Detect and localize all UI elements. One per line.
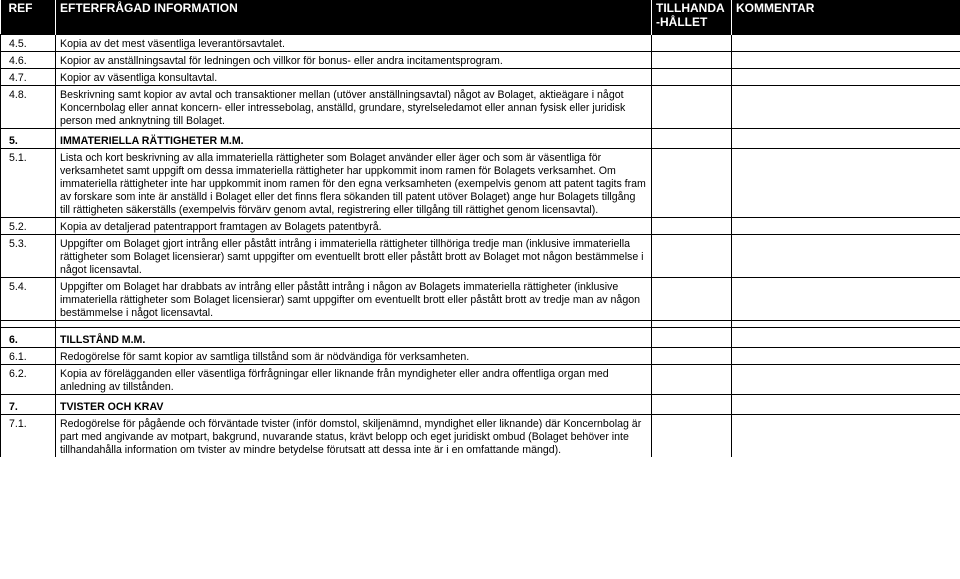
row-kommentar-cell xyxy=(732,328,960,348)
row-ref: 4.6. xyxy=(1,52,56,69)
row-text: Uppgifter om Bolaget har drabbats av intrång eller påstått intrång i någon av Bolagets immateriella rättigheter (inklusive immateriella rättigheter som Bolaget licensierar) samt uppgifter om eventuellt brott eller påstått brott av tredje man av någon bestämmelse i något licensavtal. xyxy=(56,278,652,321)
spacer-cell xyxy=(652,321,732,328)
table-row xyxy=(1,278,960,321)
row-ref: 7. xyxy=(1,395,56,415)
row-tillhanda-cell xyxy=(652,278,732,321)
row-kommentar-cell xyxy=(732,129,960,149)
row-tillhanda-cell xyxy=(652,218,732,235)
row-kommentar-cell xyxy=(732,395,960,415)
header-ref: REF xyxy=(1,0,56,35)
row-kommentar-cell xyxy=(732,235,960,278)
row-text: Kopior av anställningsavtal för ledningen och villkor för bonus- eller andra incitamentsprogram. xyxy=(56,52,652,69)
row-tillhanda-cell xyxy=(652,348,732,365)
table-row xyxy=(1,69,960,86)
table-row xyxy=(1,365,960,395)
row-text: Kopia av förelägganden eller väsentliga förfrågningar eller liknande från myndigheter eller andra offentliga organ med anledning av tillstånden. xyxy=(56,365,652,395)
row-text: Beskrivning samt kopior av avtal och transaktioner mellan (utöver anställningsavtal) något av Bolaget, aktieägare i något Koncernbolag eller annat koncern- eller intressebolag, anställd, grundare, styrelseledamot eller annan fysisk eller juridisk person med anknytning till Bolaget. xyxy=(56,86,652,129)
row-text: Lista och kort beskrivning av alla immateriella rättigheter som Bolaget använder eller äger och som är väsentliga för verksamhetet samt uppgift om dessa immateriella rättigheter har uppkommit inom ramen för Bolagets verksamhet. Om immateriella rättigheter inte har uppkommit inom ramen för den egna verksamheten (exempelvis genom att patent tagits fram av forskare som inte är anställd i Bolaget eller det finns flera sökanden till patent utöver Bolaget) ange hur Bolagets tillgång till rättigheten säkerställs (exempelvis förvärv genom avtal, registrering eller tillgång till rättighet genom licensavtal). xyxy=(56,149,652,218)
row-ref: 6.1. xyxy=(1,348,56,365)
row-kommentar-cell xyxy=(732,69,960,86)
section-row xyxy=(1,129,960,149)
row-kommentar-cell xyxy=(732,149,960,218)
row-ref: 4.8. xyxy=(1,86,56,129)
spacer-cell xyxy=(732,321,960,328)
row-ref: 5.4. xyxy=(1,278,56,321)
row-kommentar-cell xyxy=(732,348,960,365)
row-tillhanda-cell xyxy=(652,235,732,278)
table-row xyxy=(1,235,960,278)
row-text: Kopia av det mest väsentliga leverantörsavtalet. xyxy=(56,35,652,52)
row-kommentar-cell xyxy=(732,278,960,321)
spacer-cell xyxy=(56,321,652,328)
row-text: Redogörelse för samt kopior av samtliga tillstånd som är nödvändiga för verksamheten. xyxy=(56,348,652,365)
row-tillhanda-cell xyxy=(652,149,732,218)
spacer-row xyxy=(1,321,960,328)
section-row xyxy=(1,395,960,415)
row-tillhanda-cell xyxy=(652,328,732,348)
table-row xyxy=(1,86,960,129)
row-ref: 6.2. xyxy=(1,365,56,395)
row-text: IMMATERIELLA RÄTTIGHETER M.M. xyxy=(56,129,652,149)
table-row xyxy=(1,52,960,69)
row-tillhanda-cell xyxy=(652,129,732,149)
header-info: EFTERFRÅGAD INFORMATION xyxy=(56,0,652,35)
row-kommentar-cell xyxy=(732,35,960,52)
table-row xyxy=(1,348,960,365)
row-tillhanda-cell xyxy=(652,86,732,129)
row-kommentar-cell xyxy=(732,415,960,458)
header-kommentar: KOMMENTAR xyxy=(732,0,960,35)
header-tillhanda: TILLHANDA -HÅLLET xyxy=(652,0,732,35)
row-kommentar-cell xyxy=(732,86,960,129)
row-ref: 5.2. xyxy=(1,218,56,235)
row-tillhanda-cell xyxy=(652,415,732,458)
section-row xyxy=(1,328,960,348)
row-ref: 4.7. xyxy=(1,69,56,86)
row-ref: 4.5. xyxy=(1,35,56,52)
row-ref: 5.3. xyxy=(1,235,56,278)
table-row xyxy=(1,415,960,458)
header-row xyxy=(1,0,960,35)
row-kommentar-cell xyxy=(732,218,960,235)
row-text: TILLSTÅND M.M. xyxy=(56,328,652,348)
table-row xyxy=(1,35,960,52)
row-tillhanda-cell xyxy=(652,365,732,395)
row-tillhanda-cell xyxy=(652,69,732,86)
row-tillhanda-cell xyxy=(652,35,732,52)
row-tillhanda-cell xyxy=(652,395,732,415)
row-kommentar-cell xyxy=(732,365,960,395)
table-row xyxy=(1,218,960,235)
table-row xyxy=(1,149,960,218)
row-tillhanda-cell xyxy=(652,52,732,69)
row-ref: 5. xyxy=(1,129,56,149)
row-text: Uppgifter om Bolaget gjort intrång eller påstått intrång i immateriella rättigheter tillhöriga tredje man (inklusive immateriella rättigheter som Bolaget licensierar) samt uppgifter om eventuellt brott eller påstått brott av Bolaget mot någon bestämmelse i något licensavtal. xyxy=(56,235,652,278)
spacer-cell xyxy=(1,321,56,328)
row-text: TVISTER OCH KRAV xyxy=(56,395,652,415)
row-kommentar-cell xyxy=(732,52,960,69)
row-text: Kopior av väsentliga konsultavtal. xyxy=(56,69,652,86)
row-ref: 5.1. xyxy=(1,149,56,218)
row-text: Kopia av detaljerad patentrapport framtagen av Bolagets patentbyrå. xyxy=(56,218,652,235)
row-ref: 7.1. xyxy=(1,415,56,458)
row-ref: 6. xyxy=(1,328,56,348)
row-text: Redogörelse för pågående och förväntade tvister (inför domstol, skiljenämnd, myndighet eller liknande) där Koncernbolag är part med angivande av motpart, bakgrund, nuvarande status, krävt belopp och eget juridiskt ombud (Bolaget behöver inte tillhandahålla information om tvister av mindre betydelse förutsatt att dessa inte är i en omfattande mängd). xyxy=(56,415,652,458)
